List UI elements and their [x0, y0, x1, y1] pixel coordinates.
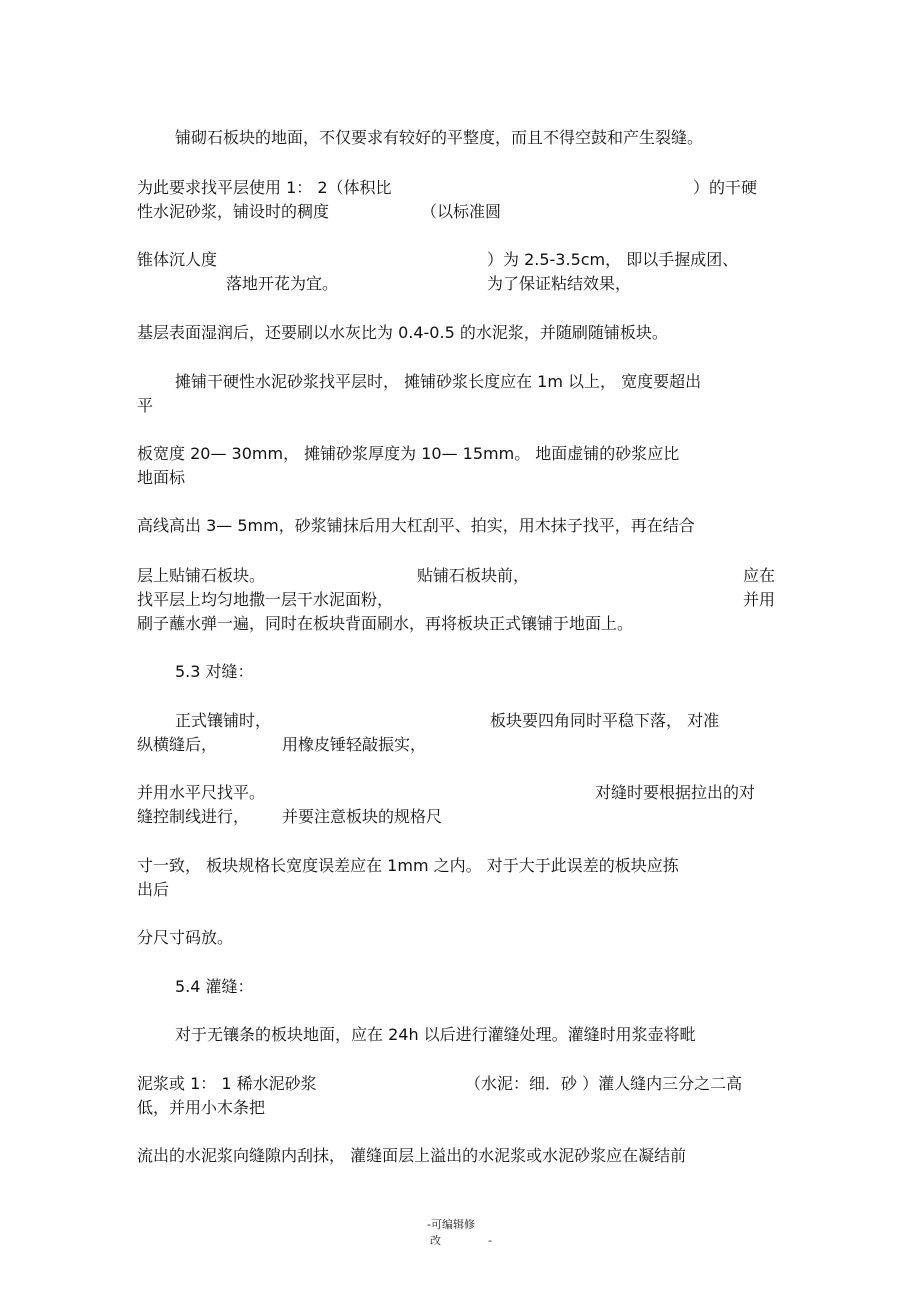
- footer-note: 改: [430, 1234, 441, 1247]
- text-line: 摊铺干硬性水泥砂浆找平层时， 摊铺砂浆长度应在 1m 以上， 宽度要超出: [175, 372, 702, 391]
- text-line: 贴铺石板块前，: [417, 566, 530, 585]
- text-line: 应在: [743, 566, 776, 585]
- text-line: 铺砌石板块的地面，不仅要求有较好的平整度，而且不得空鼓和产生裂缝。: [175, 128, 704, 147]
- text-line: 并用: [743, 590, 776, 609]
- text-line: 为了保证粘结效果，: [487, 274, 632, 293]
- text-line: 用橡皮锤轻敲振实，: [282, 735, 427, 754]
- text-line: 低，并用小木条把: [137, 1098, 266, 1117]
- text-line: 高线高出 3— 5mm，砂浆铺抹后用大杠刮平、拍实，用木抹子找平，再在结合: [137, 516, 695, 535]
- text-line: 基层表面湿润后，还要刷以水灰比为 0.4-0.5 的水泥浆，并随刷随铺板块。: [137, 323, 668, 342]
- text-line: 出后: [137, 880, 170, 899]
- text-line: 纵横缝后，: [137, 735, 218, 754]
- text-line: 性水泥砂浆，铺设时的稠度: [137, 202, 330, 221]
- text-line: 正式镶铺时，: [175, 711, 272, 730]
- text-line: 层上贴铺石板块。: [137, 566, 266, 585]
- text-line: 寸一致， 板块规格长宽度误差应在 1mm 之内。 对于大于此误差的板块应拣: [137, 856, 679, 875]
- text-line: 对缝时要根据拉出的对: [595, 783, 756, 802]
- text-line: 分尺寸码放。: [137, 928, 234, 947]
- text-line: ）为 2.5-3.5cm， 即以手握成团、: [487, 250, 739, 269]
- text-line: 板块要四角同时平稳下落， 对准: [490, 711, 720, 730]
- text-line: ）的干硬: [693, 178, 758, 197]
- footer-note: -: [488, 1234, 492, 1247]
- text-line: （以标准圆: [421, 202, 502, 221]
- text-line: 锥体沉人度: [137, 250, 218, 269]
- text-line: 找平层上均匀地撒一层干水泥面粉，: [137, 590, 394, 609]
- text-line: 泥浆或 1： 1 稀水泥砂浆: [137, 1074, 317, 1093]
- text-line: 刷子蘸水弹一遍，同时在板块背面刷水，再将板块正式镶铺于地面上。: [137, 614, 634, 633]
- footer-note: -可编辑修: [427, 1218, 475, 1231]
- text-line: 并要注意板块的规格尺: [282, 807, 443, 826]
- text-line: 缝控制线进行，: [137, 807, 250, 826]
- text-line: （水泥：细．砂 ）灌人缝内三分之二高: [465, 1074, 743, 1093]
- text-line: 地面标: [137, 468, 186, 487]
- text-line: 并用水平尺找平。: [137, 783, 266, 802]
- text-line: 平: [137, 396, 154, 415]
- text-line: 对于无镶条的板块地面，应在 24h 以后进行灌缝处理。灌缝时用浆壶将毗: [175, 1025, 696, 1044]
- text-line: 为此要求找平层使用 1： 2（体积比: [137, 178, 392, 197]
- section-heading: 5.4 灌缝：: [175, 977, 254, 996]
- text-line: 落地开花为宜。: [226, 274, 339, 293]
- text-line: 板宽度 20— 30mm， 摊铺砂浆厚度为 10— 15mm。 地面虚铺的砂浆应比: [137, 444, 680, 463]
- text-line: 流出的水泥浆向缝隙内刮抹， 灌缝面层上溢出的水泥浆或水泥砂浆应在凝结前: [137, 1146, 687, 1165]
- section-heading: 5.3 对缝：: [175, 662, 254, 681]
